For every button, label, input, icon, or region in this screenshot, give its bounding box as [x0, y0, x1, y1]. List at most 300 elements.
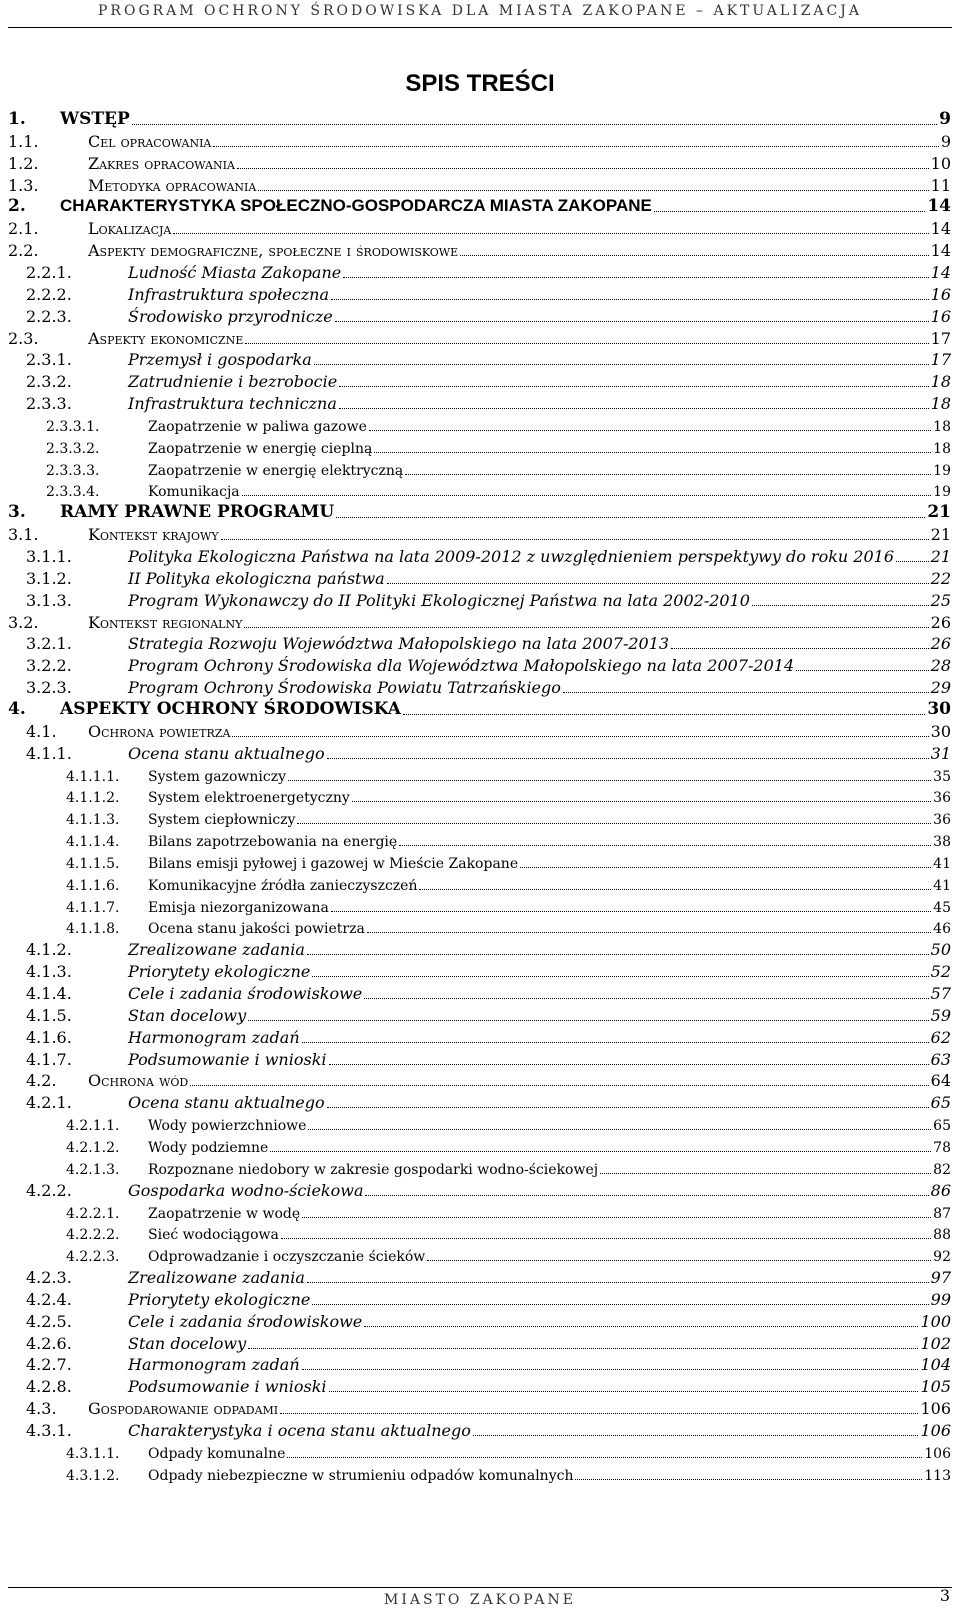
toc-entry[interactable]	[0, 129, 960, 151]
dot-leader	[302, 1369, 919, 1370]
toc-entry[interactable]	[0, 1265, 960, 1287]
toc-entry[interactable]	[0, 653, 960, 675]
dot-leader	[308, 1129, 931, 1130]
toc-entry[interactable]	[0, 1462, 960, 1484]
toc-entry-number: 4.1.1.7.	[66, 899, 120, 916]
toc-entry-number: 4.1.7.	[26, 1049, 72, 1069]
toc-entry-title: Stan docelowy	[128, 1333, 247, 1353]
toc-entry[interactable]	[0, 107, 960, 129]
toc-entry-number: 3.	[8, 502, 26, 523]
toc-entry-page: 45	[933, 899, 951, 916]
toc-entry-number: 4.2.5.	[26, 1311, 72, 1331]
toc-entry-title: System gazowniczy	[148, 768, 287, 785]
dot-leader	[520, 867, 931, 868]
dot-leader	[331, 299, 929, 300]
toc-entry-page: 106	[920, 1399, 951, 1419]
toc-entry-number: 1.3.	[8, 175, 39, 195]
toc-entry-page: 88	[933, 1227, 951, 1244]
toc-entry[interactable]	[0, 1112, 960, 1134]
toc-entry-title: System elektroenergetyczny	[148, 790, 350, 807]
toc-entry-number: 4.1.1.	[26, 743, 72, 763]
dot-leader	[671, 648, 929, 649]
toc-entry-title: Zaopatrzenie w energię elektryczną	[148, 462, 404, 479]
toc-entry-number: 4.2.3.	[26, 1268, 72, 1288]
toc-entry-number: 3.1.2.	[26, 568, 72, 588]
dot-leader	[427, 1260, 931, 1261]
toc-entry-number: 3.1.1.	[26, 547, 72, 566]
toc-entry-page: 17	[930, 350, 951, 370]
toc-entry-number: 4.2.2.2.	[66, 1227, 120, 1244]
toc-entry-number: 1.	[8, 109, 26, 129]
toc-entry-title: Priorytety ekologiczne	[128, 962, 311, 982]
toc-entry-title: Komunikacja	[148, 484, 240, 501]
toc-entry-page: 14	[930, 262, 951, 282]
toc-entry-number: 4.3.1.2.	[66, 1467, 120, 1484]
toc-entry-title: Program Ochrony Środowiska Powiatu Tatrzańskiego	[128, 678, 561, 698]
toc-entry-title: Gospodarka wodno-ściekowa	[128, 1180, 364, 1200]
toc-entry-page: 21	[930, 547, 951, 566]
dot-leader	[563, 692, 929, 693]
toc-entry-number: 3.1.	[8, 525, 39, 545]
toc-entry[interactable]	[0, 610, 960, 632]
toc-entry-title: Harmonogram zadań	[128, 1355, 300, 1375]
toc-entry-title: Podsumowanie i wnioski	[128, 1377, 327, 1397]
toc-entry[interactable]	[0, 937, 960, 959]
toc-entry[interactable]	[0, 1156, 960, 1178]
toc-entry-page: 25	[930, 590, 951, 610]
toc-entry-title: Środowisko przyrodnicze	[128, 306, 333, 326]
toc-entry-page: 92	[933, 1249, 951, 1266]
dot-leader	[327, 1107, 929, 1108]
toc-entry[interactable]	[0, 1331, 960, 1353]
footer-rule	[8, 1587, 952, 1588]
dot-leader	[244, 627, 928, 628]
toc-entry-page: 65	[930, 1093, 951, 1113]
toc-entry-page: 65	[933, 1118, 951, 1135]
toc-entry-number: 4.2.	[26, 1071, 57, 1091]
toc-entry-number: 4.3.1.1.	[66, 1445, 120, 1462]
toc-entry[interactable]	[0, 1243, 960, 1265]
toc-entry-page: 52	[930, 962, 951, 982]
toc-entry-number: 2.3.3.2.	[46, 440, 100, 457]
toc-entry[interactable]	[0, 566, 960, 588]
toc-entry[interactable]	[0, 1003, 960, 1025]
dot-leader	[460, 255, 928, 256]
running-header: PROGRAM OCHRONY ŚRODOWISKA DLA MIASTA ZAKOPANE – AKTUALIZACJA	[98, 3, 862, 19]
toc-entry-number: 4.1.1.4.	[66, 834, 120, 851]
toc-entry-title: Harmonogram zadań	[128, 1027, 300, 1047]
toc-entry-title: Polityka Ekologiczna Państwa na lata 2009-2012 z uwzględnieniem perspektywy do roku 2016	[128, 547, 894, 566]
toc-entry-title: System ciepłowniczy	[148, 812, 296, 829]
toc-entry[interactable]	[0, 1309, 960, 1331]
dot-leader	[327, 758, 929, 759]
toc-entry[interactable]	[0, 763, 960, 785]
toc-entry-number: 2.	[8, 196, 26, 217]
toc-entry-page: 26	[930, 612, 951, 632]
toc-entry[interactable]	[0, 544, 960, 566]
dot-leader	[387, 583, 929, 584]
toc-entry-number: 4.1.	[26, 721, 57, 741]
toc-entry-title: Infrastruktura techniczna	[128, 394, 337, 414]
toc-entry-title: Zrealizowane zadania	[128, 940, 305, 960]
toc-entry[interactable]	[0, 1200, 960, 1222]
toc-entry-page: 62	[930, 1027, 951, 1047]
toc-entry-title: Ludność Miasta Zakopane	[128, 262, 342, 282]
dot-leader	[329, 1391, 919, 1392]
toc-entry[interactable]	[0, 806, 960, 828]
dot-leader	[369, 430, 931, 431]
toc-entry-page: 104	[920, 1355, 951, 1375]
toc-entry-page: 28	[930, 656, 951, 676]
toc-entry-page: 11	[930, 175, 951, 195]
dot-leader	[307, 1282, 929, 1283]
toc-entry-number: 2.2.2.	[26, 284, 72, 304]
toc-entry[interactable]	[0, 478, 960, 500]
toc-entry-title: Zakres opracowania	[88, 153, 235, 173]
toc-entry-number: 2.3.3.	[26, 394, 72, 414]
toc-entry-title: Ochrona wód	[88, 1071, 189, 1091]
toc-entry-title: Rozpoznane niedobory w zakresie gospodarki wodno-ściekowej	[148, 1161, 599, 1178]
toc-entry-title: Kontekst regionalny	[88, 612, 243, 632]
toc-entry-page: 63	[930, 1049, 951, 1069]
toc-entry-number: 4.2.8.	[26, 1377, 72, 1397]
toc-entry-title: Lokalizacja	[88, 219, 172, 239]
toc-entry-number: 3.2.	[8, 612, 39, 632]
toc-entry[interactable]	[0, 304, 960, 326]
toc-entry-number: 2.3.1.	[26, 350, 72, 370]
toc-entry[interactable]	[0, 675, 960, 697]
toc-entry-title: Strategia Rozwoju Województwa Małopolskiego na lata 2007-2013	[128, 634, 670, 654]
toc-entry[interactable]	[0, 631, 960, 653]
toc-entry-page: 16	[930, 284, 951, 304]
toc-entry-title: Program Ochrony Środowiska dla Województwa Małopolskiego na lata 2007-2014	[128, 656, 795, 676]
toc-entry[interactable]	[0, 238, 960, 260]
toc-entry-number: 4.2.1.2.	[66, 1139, 120, 1156]
toc-entry-number: 4.1.2.	[26, 940, 72, 960]
toc-entry-title: Zrealizowane zadania	[128, 1268, 305, 1288]
toc-entry-number: 4.3.	[26, 1399, 57, 1419]
toc-entry[interactable]	[0, 194, 960, 216]
toc-entry-number: 4.2.4.	[26, 1289, 72, 1309]
toc-entry-title: Ochrona powietrza	[88, 721, 231, 741]
toc-entry-title: RAMY PRAWNE PROGRAMU	[60, 502, 335, 523]
dot-leader	[374, 452, 931, 453]
dot-leader	[365, 1195, 928, 1196]
toc-entry-title: Zaopatrzenie w energię cieplną	[148, 440, 373, 457]
dot-leader	[288, 780, 931, 781]
toc-entry-title: Program Wykonawczy do II Polityki Ekologicznej Państwa na lata 2002-2010	[128, 590, 750, 610]
toc-entry[interactable]	[0, 1440, 960, 1462]
dot-leader	[419, 889, 931, 890]
toc-entry-page: 22	[930, 568, 951, 588]
toc-entry-title: Charakterystyka i ocena stanu aktualnego	[128, 1421, 471, 1440]
toc-entry-number: 3.2.3.	[26, 678, 72, 698]
dot-leader	[405, 474, 931, 475]
dot-leader	[307, 954, 929, 955]
toc-entry-number: 4.2.7.	[26, 1355, 72, 1375]
toc-entry-page: 14	[930, 241, 951, 261]
dot-leader	[336, 517, 925, 518]
toc-entry-title: WSTĘP	[60, 109, 130, 129]
toc-entry-page: 31	[930, 743, 951, 763]
dot-leader	[364, 1326, 918, 1327]
header-rule	[8, 27, 952, 28]
toc-entry-page: 106	[924, 1445, 951, 1462]
toc-entry-page: 100	[920, 1311, 951, 1331]
toc-entry-title: Emisja niezorganizowana	[148, 899, 329, 916]
toc-entry-title: Sieć wodociągowa	[148, 1227, 279, 1244]
toc-entry-page: 14	[930, 219, 951, 239]
dot-leader	[302, 1042, 929, 1043]
toc-entry[interactable]	[0, 500, 960, 522]
toc-entry[interactable]	[0, 1134, 960, 1156]
toc-entry-title: Odpady niebezpieczne w strumieniu odpadów komunalnych	[148, 1467, 574, 1484]
dot-leader	[221, 539, 929, 540]
toc-entry-number: 2.2.	[8, 241, 39, 261]
dot-leader	[600, 1173, 931, 1174]
toc-entry-page: 26	[930, 634, 951, 654]
toc-entry-page: 57	[930, 984, 951, 1003]
toc-entry-number: 4.1.4.	[26, 984, 72, 1003]
toc-entry-page: 18	[930, 372, 951, 392]
toc-entry-page: 99	[930, 1289, 951, 1309]
toc-entry-title: Ocena stanu aktualnego	[128, 1093, 325, 1113]
page-number: 3	[939, 1586, 950, 1605]
dot-leader	[339, 408, 929, 409]
toc-entry-number: 4.1.1.8.	[66, 921, 120, 938]
toc-entry[interactable]	[0, 1287, 960, 1309]
toc-entry-page: 9	[939, 109, 951, 129]
toc-entry-number: 2.1.	[8, 219, 39, 239]
toc-entry-title: Komunikacyjne źródła zanieczyszczeń	[148, 877, 418, 894]
dot-leader	[232, 736, 928, 737]
dot-leader	[312, 976, 928, 977]
toc-entry-page: 30	[930, 721, 951, 741]
toc-entry[interactable]	[0, 413, 960, 435]
dot-leader	[173, 233, 928, 234]
toc-entry[interactable]	[0, 369, 960, 391]
toc-entry-page: 59	[930, 1005, 951, 1025]
dot-leader	[248, 1020, 929, 1021]
toc-entry[interactable]	[0, 1374, 960, 1396]
toc-entry-title: Stan docelowy	[128, 1005, 247, 1025]
toc-entry-page: 41	[933, 877, 951, 894]
toc-entry[interactable]	[0, 260, 960, 282]
dot-leader	[896, 561, 929, 562]
toc-entry-title: Kontekst krajowy	[88, 525, 219, 545]
toc-entry-page: 21	[927, 502, 951, 523]
dot-leader	[335, 321, 929, 322]
toc-entry-page: 38	[933, 834, 951, 851]
dot-leader	[280, 1413, 918, 1414]
dot-leader	[331, 911, 931, 912]
toc-entry-title: Zatrudnienie i bezrobocie	[128, 372, 338, 392]
toc-entry[interactable]	[0, 435, 960, 457]
toc-entry-number: 2.3.3.4.	[46, 484, 100, 501]
toc-entry-number: 2.3.3.3.	[46, 462, 100, 479]
toc-entry-number: 1.1.	[8, 131, 39, 151]
toc-entry-page: 78	[933, 1139, 951, 1156]
toc-entry-title: Aspekty demograficzne, społeczne i środowiskowe	[88, 241, 459, 261]
toc-entry[interactable]	[0, 1396, 960, 1418]
toc-entry-number: 2.2.1.	[26, 262, 72, 282]
toc-entry-number: 3.2.2.	[26, 656, 72, 676]
toc-entry-page: 16	[930, 306, 951, 326]
dot-leader	[237, 168, 929, 169]
toc-entry-title: II Polityka ekologiczna państwa	[128, 568, 385, 588]
toc-entry-title: Priorytety ekologiczne	[128, 1289, 311, 1309]
toc-entry-page: 113	[924, 1467, 951, 1484]
toc-entry-title: Odprowadzanie i oczyszczanie ścieków	[148, 1249, 426, 1266]
toc-entry-page: 106	[920, 1421, 951, 1440]
toc-entry[interactable]	[0, 1352, 960, 1374]
toc-entry-title: Wody powierzchniowe	[148, 1118, 307, 1135]
toc-entry[interactable]	[0, 173, 960, 195]
dot-leader	[329, 1064, 929, 1065]
toc-entry-page: 17	[930, 328, 951, 348]
toc-entry-number: 2.3.	[8, 328, 39, 348]
dot-leader	[132, 124, 937, 125]
toc-entry-page: 21	[930, 525, 951, 545]
toc-entry-number: 4.1.1.5.	[66, 855, 120, 872]
dot-leader	[287, 1457, 922, 1458]
toc-entry[interactable]	[0, 1090, 960, 1112]
dot-leader	[190, 1085, 928, 1086]
toc-entry-page: 18	[933, 418, 951, 435]
toc-entry-number: 4.2.6.	[26, 1333, 72, 1353]
toc-entry-page: 82	[933, 1161, 951, 1178]
toc-entry-number: 2.3.2.	[26, 372, 72, 392]
toc-entry-title: Odpady komunalne	[148, 1445, 286, 1462]
toc-entry-number: 4.2.1.3.	[66, 1161, 120, 1178]
toc-entry[interactable]	[0, 784, 960, 806]
toc-entry[interactable]	[0, 1221, 960, 1243]
toc-entry[interactable]	[0, 1025, 960, 1047]
toc-entry[interactable]	[0, 1047, 960, 1069]
toc-entry-page: 64	[930, 1071, 951, 1091]
toc-entry[interactable]	[0, 1178, 960, 1200]
toc-entry-page: 35	[933, 768, 951, 785]
toc-entry[interactable]	[0, 850, 960, 872]
footer-text: MIASTO ZAKOPANE	[384, 1592, 576, 1608]
toc-entry-number: 4.1.5.	[26, 1005, 72, 1025]
toc-entry[interactable]	[0, 457, 960, 479]
toc-entry-title: Wody podziemne	[148, 1139, 269, 1156]
toc-entry-number: 4.2.1.1.	[66, 1118, 120, 1135]
toc-entry[interactable]	[0, 719, 960, 741]
toc-entry-page: 10	[930, 153, 951, 173]
toc-entry[interactable]	[0, 347, 960, 369]
dot-leader	[297, 823, 931, 824]
dot-leader	[796, 670, 929, 671]
toc-entry-title: Cel opracowania	[88, 131, 212, 151]
toc-entry-page: 102	[920, 1333, 951, 1353]
toc-entry-number: 1.2.	[8, 153, 39, 173]
toc-entry[interactable]	[0, 697, 960, 719]
dot-leader	[245, 343, 928, 344]
dot-leader	[270, 1151, 931, 1152]
toc-entry[interactable]	[0, 326, 960, 348]
dot-leader	[258, 190, 928, 191]
toc-entry-title: ASPEKTY OCHRONY ŚRODOWISKA	[60, 698, 401, 719]
toc-entry[interactable]	[0, 894, 960, 916]
toc-entry-page: 19	[933, 484, 951, 501]
toc-title: SPIS TREŚCI	[405, 70, 555, 97]
dot-leader	[213, 146, 938, 147]
dot-leader	[343, 277, 928, 278]
toc-entry[interactable]	[0, 282, 960, 304]
toc-entry-title: Zaopatrzenie w paliwa gazowe	[148, 418, 367, 435]
toc-entry[interactable]	[0, 828, 960, 850]
toc-entry[interactable]	[0, 1418, 960, 1440]
toc-entry-number: 4.1.1.2.	[66, 790, 120, 807]
toc-entry[interactable]	[0, 915, 960, 937]
toc-entry-page: 9	[940, 131, 951, 151]
toc-entry[interactable]	[0, 216, 960, 238]
toc-entry-number: 4.	[8, 698, 26, 719]
dot-leader	[352, 801, 931, 802]
dot-leader	[242, 495, 932, 496]
toc-entry-number: 4.1.3.	[26, 962, 72, 982]
toc-entry-number: 4.2.2.3.	[66, 1249, 120, 1266]
dot-leader	[281, 1238, 931, 1239]
toc-entry-page: 86	[930, 1180, 951, 1200]
toc-entry-page: 97	[930, 1268, 951, 1288]
toc-entry-number: 4.1.1.6.	[66, 877, 120, 894]
toc-entry-title: Infrastruktura społeczna	[128, 284, 330, 304]
toc-entry-title: Metodyka opracowania	[88, 175, 257, 195]
toc-entry-number: 3.1.3.	[26, 590, 72, 610]
toc-entry-title: Cele i zadania środowiskowe	[128, 1311, 363, 1331]
toc-entry-page: 14	[927, 196, 951, 217]
toc-entry[interactable]	[0, 1068, 960, 1090]
toc-entry-number: 2.3.3.1.	[46, 418, 100, 435]
toc-entry-number: 2.2.3.	[26, 306, 72, 326]
toc-entry-title: Podsumowanie i wnioski	[128, 1049, 327, 1069]
toc-entry[interactable]	[0, 959, 960, 981]
dot-leader	[314, 364, 929, 365]
toc-entry[interactable]	[0, 151, 960, 173]
toc-entry-title: Przemysł i gospodarka	[128, 350, 312, 370]
dot-leader	[654, 211, 925, 212]
dot-leader	[312, 1304, 928, 1305]
toc-entry-page: 30	[927, 698, 951, 719]
dot-leader	[752, 605, 929, 606]
dot-leader	[248, 1348, 918, 1349]
toc-entry-number: 3.2.1.	[26, 634, 72, 654]
toc-entry[interactable]	[0, 522, 960, 544]
toc-entry-page: 41	[933, 855, 951, 872]
toc-entry-title: CHARAKTERYSTYKA SPOŁECZNO-GOSPODARCZA MIASTA ZAKOPANE	[60, 196, 652, 216]
toc-entry[interactable]	[0, 872, 960, 894]
toc-entry-title: Ocena stanu aktualnego	[128, 743, 325, 763]
toc-entry-title: Aspekty ekonomiczne	[88, 328, 244, 348]
toc-entry[interactable]	[0, 981, 960, 1003]
toc-entry-page: 36	[933, 812, 951, 829]
toc-entry-page: 19	[933, 462, 951, 479]
dot-leader	[367, 932, 931, 933]
toc-entry-title: Bilans emisji pyłowej i gazowej w Mieście Zakopane	[148, 855, 519, 872]
toc-entry-page: 36	[933, 790, 951, 807]
toc-entry-page: 87	[933, 1205, 951, 1222]
toc-entry-number: 4.3.1.	[26, 1421, 72, 1440]
toc-entry-number: 4.1.1.1.	[66, 768, 120, 785]
toc-entry[interactable]	[0, 588, 960, 610]
toc-entry[interactable]	[0, 391, 960, 413]
dot-leader	[399, 845, 931, 846]
toc-entry-page: 18	[930, 394, 951, 414]
toc-entry[interactable]	[0, 741, 960, 763]
